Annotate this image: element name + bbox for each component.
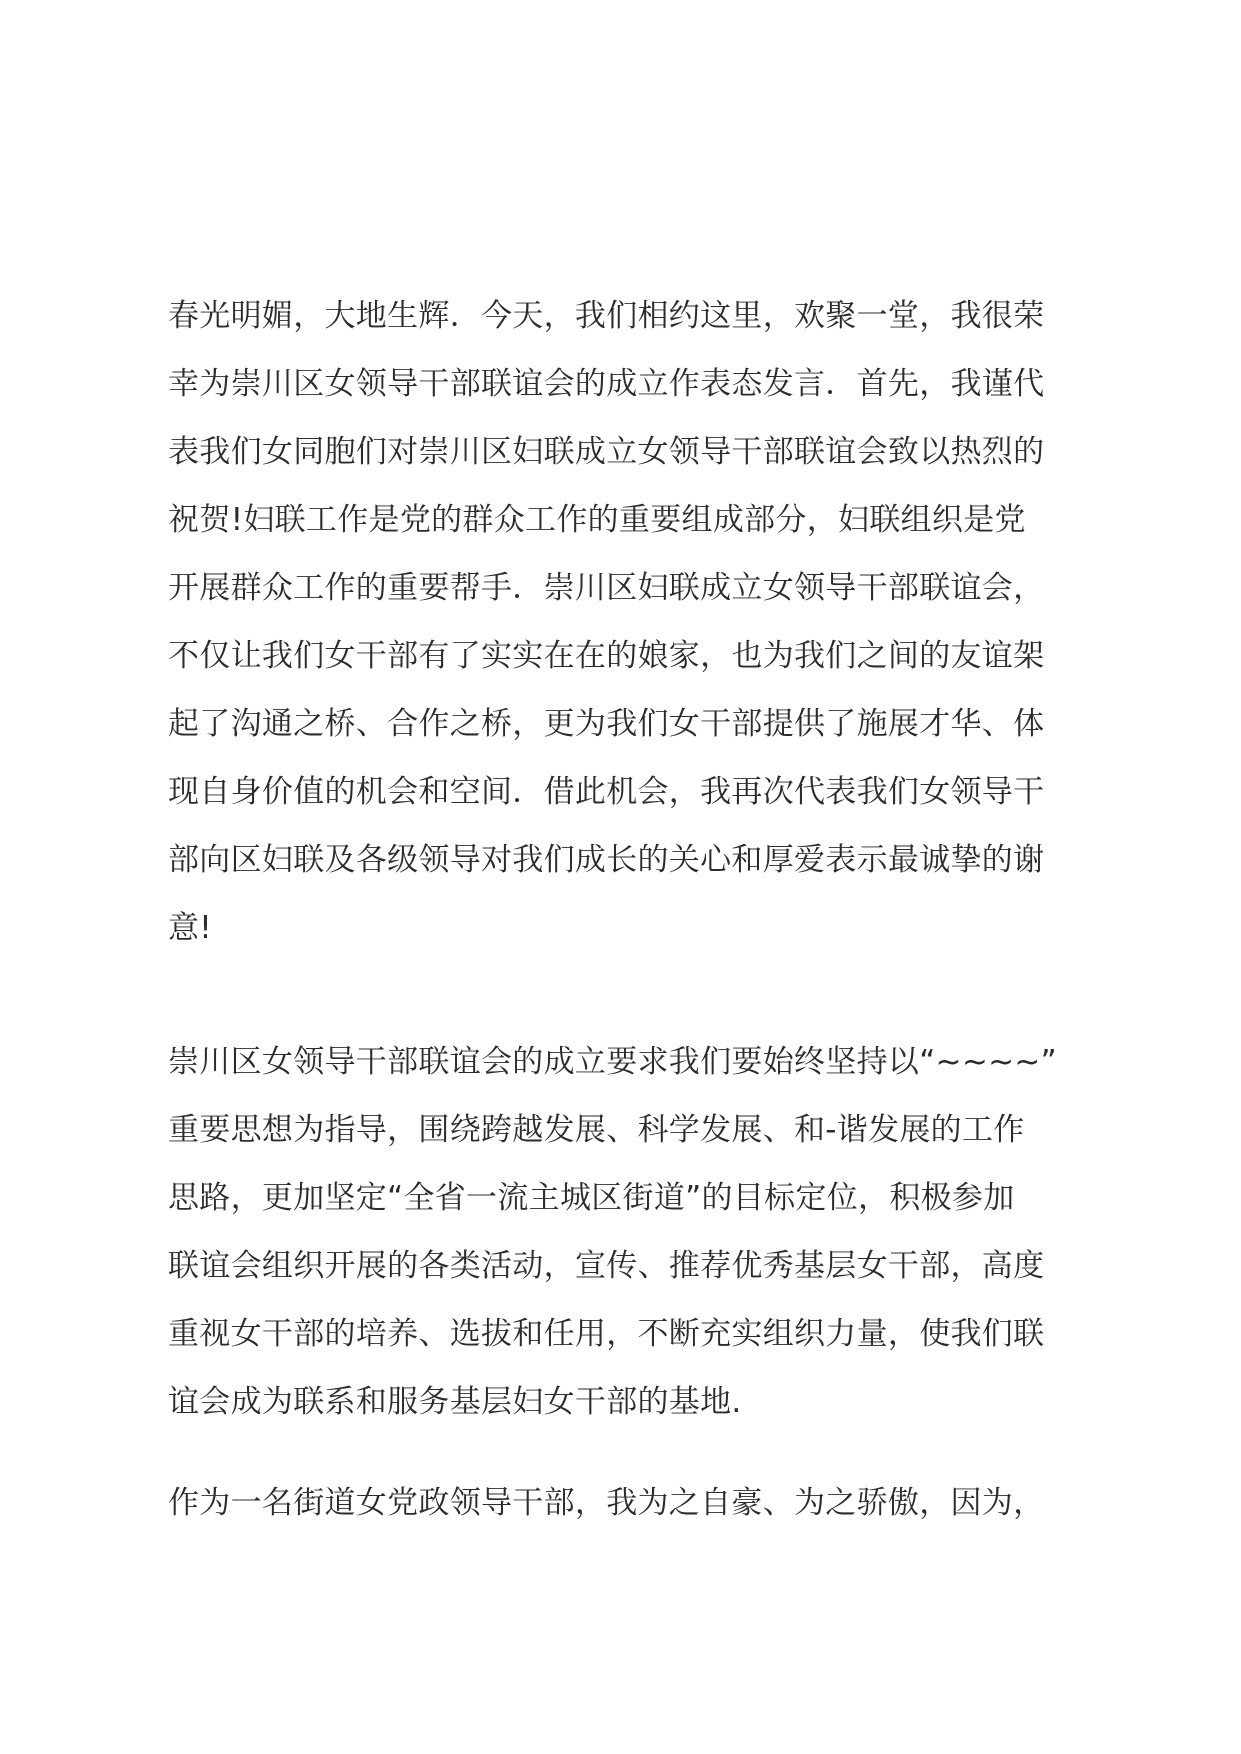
text-line: 意! [168, 910, 213, 946]
text-line: 春光明媚，大地生辉．今天，我们相约这里，欢聚一堂，我很荣 [168, 298, 1045, 334]
text-line: 开展群众工作的重要帮手．崇川区妇联成立女领导干部联谊会， [168, 570, 1045, 606]
text-line: 作为一名街道女党政领导干部，我为之自豪、为之骄傲，因为， [168, 1485, 1045, 1521]
text-line: 谊会成为联系和服务基层妇女干部的基地. [168, 1384, 742, 1420]
text-line: 现自身价值的机会和空间．借此机会，我再次代表我们女领导干 [168, 774, 1045, 810]
text-line: 起了沟通之桥、合作之桥，更为我们女干部提供了施展才华、体 [168, 706, 1045, 742]
text-line: 部向区妇联及各级领导对我们成长的关心和厚爱表示最诚挚的谢 [168, 842, 1045, 878]
text-line: 联谊会组织开展的各类活动，宣传、推荐优秀基层女干部，高度 [168, 1248, 1045, 1284]
text-line: 重视女干部的培养、选拔和任用，不断充实组织力量，使我们联 [168, 1316, 1045, 1352]
paragraph-3 [168, 1469, 1098, 1537]
text-line: 重要思想为指导，围绕跨越发展、科学发展、和-谐发展的工作 [168, 1112, 1025, 1148]
paragraph-2 [168, 1028, 1098, 1436]
text-line: 幸为崇川区女领导干部联谊会的成立作表态发言．首先，我谨代 [168, 366, 1045, 402]
paragraph-1 [168, 282, 1098, 962]
text-line: 不仅让我们女干部有了实实在在的娘家，也为我们之间的友谊架 [168, 638, 1045, 674]
text-line: 思路，更加坚定“全省一流主城区街道”的目标定位，积极参加 [168, 1180, 1015, 1216]
text-line: 祝贺!妇联工作是党的群众工作的重要组成部分，妇联组织是党 [168, 502, 1026, 538]
text-line: 崇川区女领导干部联谊会的成立要求我们要始终坚持以“~~~~” [168, 1044, 1058, 1080]
text-line: 表我们女同胞们对崇川区妇联成立女领导干部联谊会致以热烈的 [168, 434, 1045, 470]
